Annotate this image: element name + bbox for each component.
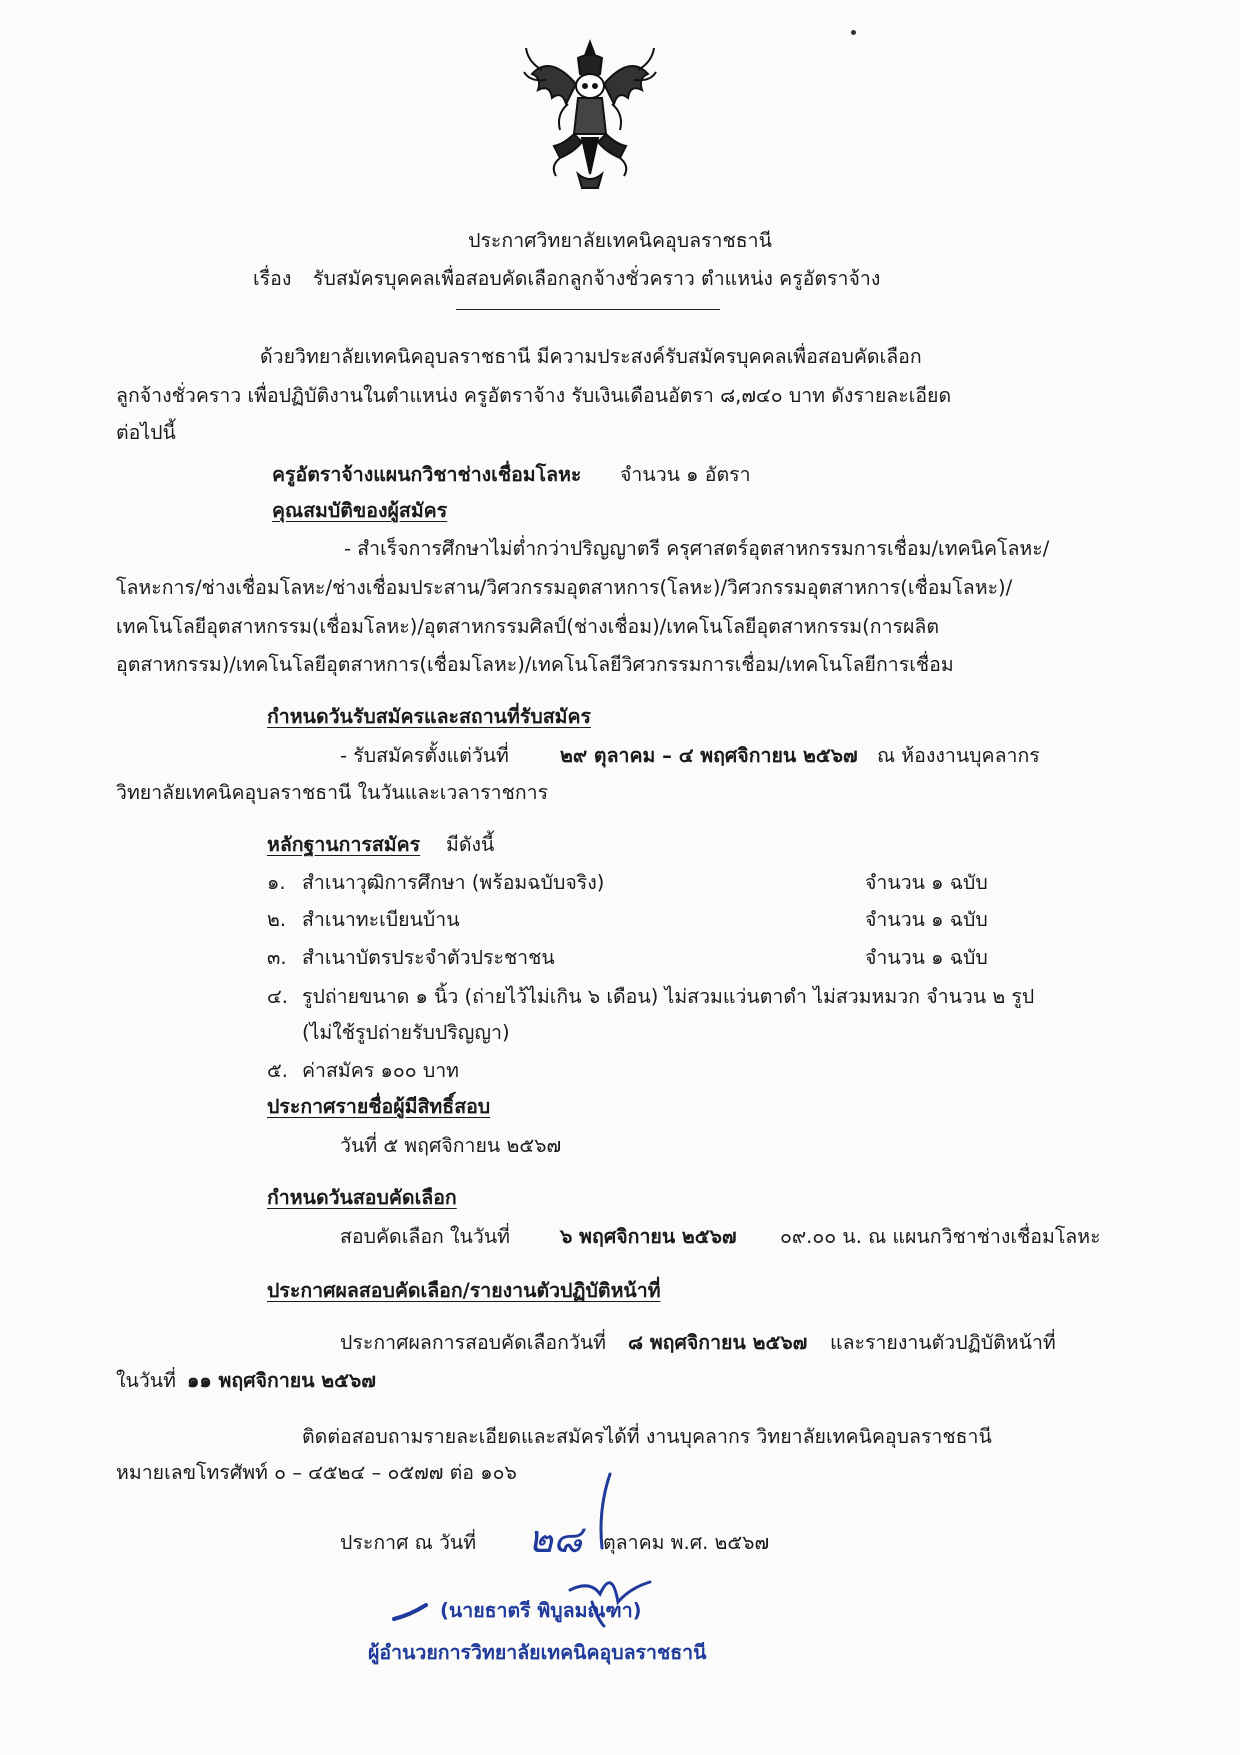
contact-phone: หมายเลขโทรศัพท์ ๐ – ๔๕๒๔ – ๐๕๗๗ ต่อ ๑๐๖ [116, 1461, 517, 1484]
announcement-date-prefix: ประกาศ ณ วันที่ [340, 1531, 477, 1554]
document-item-3-text: สำเนาบัตรประจำตัวประชาชน [302, 946, 555, 969]
document-item-2-qty: จำนวน ๑ ฉบับ [865, 908, 988, 931]
position-title: ครูอัตราจ้างแผนกวิชาช่างเชื่อมโลหะ [272, 463, 582, 486]
position-count: จำนวน ๑ อัตรา [620, 463, 751, 486]
application-period-line-2: วิทยาลัยเทคนิคอุบลราชธานี ในวันและเวลาราชการ [116, 781, 549, 804]
document-item-2-number: ๒. [267, 908, 287, 931]
document-item-1-number: ๑. [267, 871, 286, 894]
results-prefix: ประกาศผลการสอบคัดเลือกวันที่ [340, 1331, 607, 1354]
qualification-line-1: - สำเร็จการศึกษาไม่ต่ำกว่าปริญญาตรี ครุศาสตร์อุตสาหกรรมการเชื่อม/เทคนิคโลหะ/ [344, 537, 1050, 560]
document-item-4-note: (ไม่ใช้รูปถ่ายรับปริญญา) [302, 1021, 510, 1044]
scan-speck [851, 30, 856, 35]
eligible-list-heading: ประกาศรายชื่อผู้มีสิทธิ์สอบ [267, 1095, 491, 1118]
qualification-line-4: อุตสาหกรรม)/เทคโนโลยีอุตสาหการ(เชื่อมโลหะ)/เทคโนโลยีวิศวกรรมการเชื่อม/เทคโนโลยีการเชื่อม [116, 653, 954, 676]
announcement-day-handwritten: ๒๘ [528, 1517, 583, 1561]
qualifications-heading: คุณสมบัติของผู้สมัคร [272, 499, 448, 522]
application-period-location: ณ ห้องงานบุคลากร [877, 744, 1040, 767]
intro-line-3: ต่อไปนี้ [116, 421, 176, 444]
document-item-5-number: ๕. [267, 1059, 288, 1082]
intro-line-2: ลูกจ้างชั่วคราว เพื่อปฏิบัติงานในตำแหน่ง ครูอัตราจ้าง รับเงินเดือนอัตรา ๘,๗๔๐ บาท ดังรายละเอียด [116, 384, 952, 407]
documents-heading-suffix: มีดังนี้ [446, 833, 495, 856]
qualification-line-2: โลหะการ/ช่างเชื่อมโลหะ/ช่างเชื่อมประสาน/วิศวกรรมอุตสาหการ(โลหะ)/วิศวกรรมอุตสาหการ(เชื่อมโลหะ)/ [116, 576, 1013, 599]
results-middle: และรายงานตัวปฏิบัติหน้าที่ [830, 1331, 1056, 1354]
documents-heading: หลักฐานการสมัคร [267, 833, 421, 856]
exam-prefix: สอบคัดเลือก ในวันที่ [340, 1225, 511, 1248]
signatory-name: (นายธาตรี พิบูลมณฑา) [440, 1599, 642, 1622]
document-item-3-number: ๓. [267, 946, 287, 969]
eligible-list-date: วันที่ ๕ พฤศจิกายน ๒๕๖๗ [340, 1134, 562, 1157]
application-period-heading: กำหนดวันรับสมัครและสถานที่รับสมัคร [267, 705, 591, 728]
results-line-2-prefix: ในวันที่ [116, 1369, 176, 1392]
announcement-title: ประกาศวิทยาลัยเทคนิคอุบลราชธานี [468, 229, 772, 252]
exam-heading: กำหนดวันสอบคัดเลือก [267, 1186, 457, 1209]
document-item-4-number: ๔. [267, 985, 288, 1008]
document-item-1-text: สำเนาวุฒิการศึกษา (พร้อมฉบับจริง) [302, 871, 605, 894]
results-announcement-date: ๘ พฤศจิกายน ๒๕๖๗ [628, 1331, 808, 1354]
title-divider [456, 309, 720, 310]
garuda-emblem-icon [520, 34, 660, 194]
qualification-line-3: เทคโนโลยีอุตสาหกรรม(เชื่อมโลหะ)/อุตสาหกรรมศิลป์(ช่างเชื่อม)/เทคโนโลยีอุตสาหกรรม(การผลิต [116, 615, 940, 638]
document-item-1-qty: จำนวน ๑ ฉบับ [865, 871, 988, 894]
document-item-3-qty: จำนวน ๑ ฉบับ [865, 946, 988, 969]
subject-text: รับสมัครบุคคลเพื่อสอบคัดเลือกลูกจ้างชั่วคราว ตำแหน่ง ครูอัตราจ้าง [313, 267, 881, 290]
results-report-date: ๑๑ พฤศจิกายน ๒๕๖๗ [187, 1369, 376, 1392]
announcement-month-year: ตุลาคม พ.ศ. ๒๕๖๗ [603, 1531, 770, 1554]
intro-line-1: ด้วยวิทยาลัยเทคนิคอุบลราชธานี มีความประสงค์รับสมัครบุคคลเพื่อสอบคัดเลือก [260, 345, 922, 368]
results-heading: ประกาศผลสอบคัดเลือก/รายงานตัวปฏิบัติหน้าที่ [267, 1279, 661, 1302]
document-item-4-text: รูปถ่ายขนาด ๑ นิ้ว (ถ่ายไว้ไม่เกิน ๖ เดือน) ไม่สวมแว่นตาดำ ไม่สวมหมวก จำนวน ๒ รูป [302, 985, 1035, 1008]
exam-date: ๖ พฤศจิกายน ๒๕๖๗ [560, 1225, 737, 1248]
application-period-dates: ๒๙ ตุลาคม – ๔ พฤศจิกายน ๒๕๖๗ [560, 744, 858, 767]
signature-dash-icon [392, 1603, 428, 1623]
signatory-position: ผู้อำนวยการวิทยาลัยเทคนิคอุบลราชธานี [368, 1641, 707, 1664]
exam-time-location: ๐๙.๐๐ น. ณ แผนกวิชาช่างเชื่อมโลหะ [780, 1225, 1101, 1248]
contact-line-1: ติดต่อสอบถามรายละเอียดและสมัครได้ที่ งานบุคลากร วิทยาลัยเทคนิคอุบลราชธานี [302, 1425, 992, 1448]
application-period-prefix: - รับสมัครตั้งแต่วันที่ [340, 744, 509, 767]
document-item-5-text: ค่าสมัคร ๑๐๐ บาท [302, 1059, 460, 1082]
document-item-2-text: สำเนาทะเบียนบ้าน [302, 908, 460, 931]
subject-label: เรื่อง [253, 267, 292, 290]
